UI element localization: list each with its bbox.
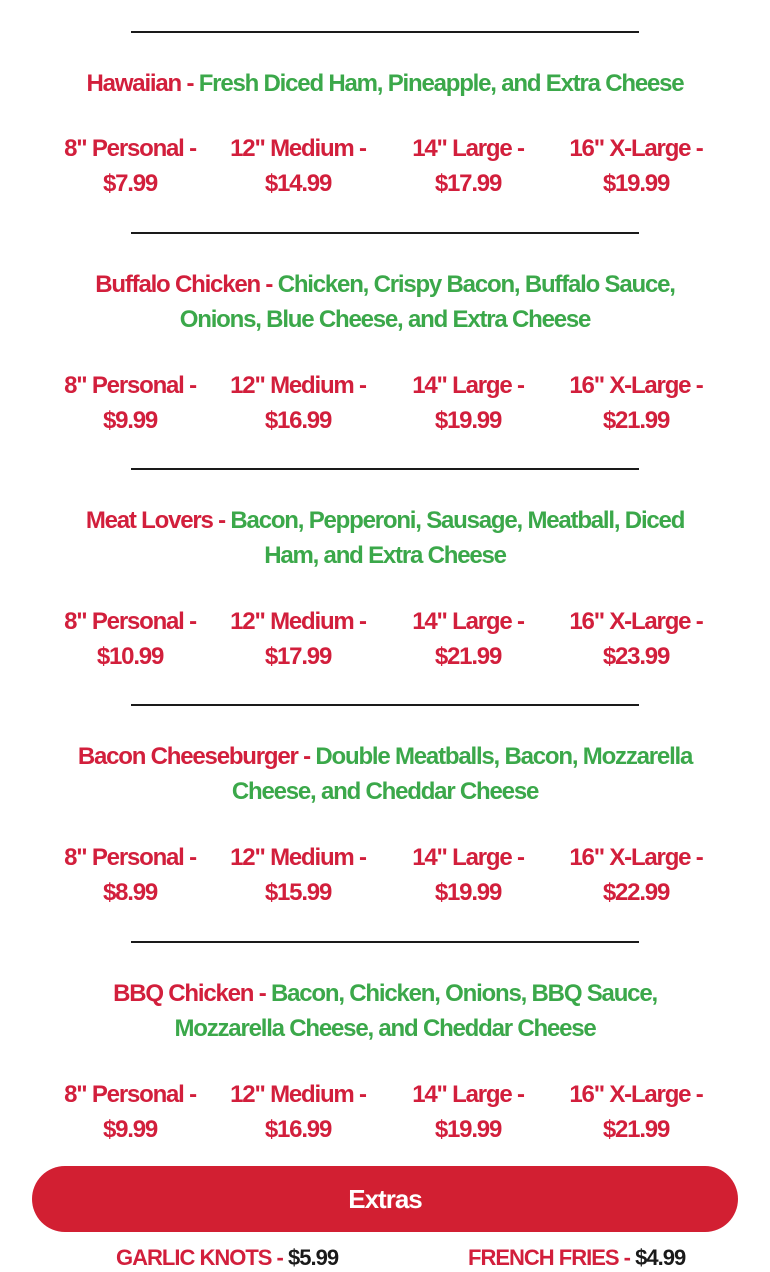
- pizza-title-buffalo-chicken: [60, 267, 710, 337]
- pizza-name: Hawaiian -: [86, 70, 199, 97]
- size-price: $23.99: [602, 643, 670, 670]
- size-price-personal: [50, 131, 210, 201]
- size-price-medium: [218, 840, 378, 910]
- size-price-large: [388, 604, 548, 674]
- size-label: 12" Medium -: [230, 608, 366, 635]
- size-price: $7.99: [102, 170, 158, 197]
- size-price-medium: [218, 368, 378, 438]
- size-label: 14" Large -: [412, 608, 524, 635]
- size-label: 8" Personal -: [64, 1081, 196, 1108]
- size-price-large: [388, 368, 548, 438]
- size-price: $16.99: [264, 407, 332, 434]
- size-price: $17.99: [264, 643, 332, 670]
- size-price: $21.99: [602, 407, 670, 434]
- section-divider: [131, 468, 639, 470]
- size-label: 8" Personal -: [64, 135, 196, 162]
- pizza-name: Bacon Cheeseburger -: [77, 743, 316, 770]
- size-label: 14" Large -: [412, 1081, 524, 1108]
- size-price: $22.99: [602, 879, 670, 906]
- size-label: 16" X-Large -: [569, 1081, 703, 1108]
- size-label: 16" X-Large -: [569, 372, 703, 399]
- size-price: $16.99: [264, 1116, 332, 1143]
- section-divider: [131, 232, 639, 234]
- size-price-xlarge: [556, 840, 716, 910]
- price-row-bacon-cheeseburger: [0, 840, 770, 912]
- size-price-personal: [50, 604, 210, 674]
- size-price-xlarge: [556, 368, 716, 438]
- section-divider: [131, 941, 639, 943]
- size-label: 12" Medium -: [230, 1081, 366, 1108]
- size-price: $19.99: [434, 879, 502, 906]
- size-label: 16" X-Large -: [569, 608, 703, 635]
- price-row-buffalo-chicken: [0, 368, 770, 440]
- pizza-title-hawaiian: [60, 66, 710, 101]
- size-price-xlarge: [556, 1077, 716, 1147]
- price-row-hawaiian: [0, 131, 770, 203]
- extras-item-garlic-knots: [116, 1244, 338, 1272]
- pizza-description: Bacon, Pepperoni, Sausage, Meatball, Diced Ham, and Extra Cheese: [230, 507, 685, 569]
- pizza-name: Buffalo Chicken -: [95, 271, 278, 298]
- size-price: $10.99: [96, 643, 164, 670]
- size-price: $19.99: [434, 1116, 502, 1143]
- pizza-description: Chicken, Crispy Bacon, Buffalo Sauce, Onions, Blue Cheese, and Extra Cheese: [179, 271, 675, 333]
- section-divider: [131, 704, 639, 706]
- pizza-title-meat-lovers: [60, 503, 710, 573]
- price-row-meat-lovers: [0, 604, 770, 676]
- size-label: 16" X-Large -: [569, 135, 703, 162]
- size-price: $14.99: [264, 170, 332, 197]
- pizza-title-bbq-chicken: [60, 976, 710, 1046]
- size-label: 12" Medium -: [230, 844, 366, 871]
- pizza-description: Fresh Diced Ham, Pineapple, and Extra Cheese: [198, 70, 684, 97]
- size-label: 14" Large -: [412, 372, 524, 399]
- size-price: $17.99: [434, 170, 502, 197]
- price-row-bbq-chicken: [0, 1077, 770, 1149]
- size-price: $9.99: [102, 1116, 158, 1143]
- size-price-personal: [50, 368, 210, 438]
- size-price: $15.99: [264, 879, 332, 906]
- size-price-medium: [218, 1077, 378, 1147]
- extras-item-name: GARLIC KNOTS -: [116, 1245, 288, 1270]
- extras-item-price: $4.99: [635, 1245, 686, 1270]
- size-label: 8" Personal -: [64, 844, 196, 871]
- section-divider: [131, 31, 639, 33]
- size-label: 8" Personal -: [64, 608, 196, 635]
- size-price-large: [388, 131, 548, 201]
- size-label: 12" Medium -: [230, 135, 366, 162]
- size-label: 14" Large -: [412, 844, 524, 871]
- pizza-name: Meat Lovers -: [85, 507, 231, 534]
- size-price-medium: [218, 131, 378, 201]
- size-price: $21.99: [602, 1116, 670, 1143]
- extras-item-french-fries: [468, 1244, 685, 1272]
- size-price-xlarge: [556, 131, 716, 201]
- extras-item-price: $5.99: [288, 1245, 339, 1270]
- size-label: 8" Personal -: [64, 372, 196, 399]
- size-label: 12" Medium -: [230, 372, 366, 399]
- size-price: $8.99: [102, 879, 158, 906]
- size-price-personal: [50, 840, 210, 910]
- pizza-title-bacon-cheeseburger: [60, 739, 710, 809]
- size-price: $19.99: [602, 170, 670, 197]
- size-label: 16" X-Large -: [569, 844, 703, 871]
- size-price: $9.99: [102, 407, 158, 434]
- size-price: $19.99: [434, 407, 502, 434]
- size-label: 14" Large -: [412, 135, 524, 162]
- pizza-description: Double Meatballs, Bacon, Mozzarella Cheese, and Cheddar Cheese: [231, 743, 693, 805]
- size-price-personal: [50, 1077, 210, 1147]
- size-price-xlarge: [556, 604, 716, 674]
- size-price: $21.99: [434, 643, 502, 670]
- size-price-medium: [218, 604, 378, 674]
- size-price-large: [388, 1077, 548, 1147]
- extras-button[interactable]: Extras: [32, 1166, 738, 1232]
- size-price-large: [388, 840, 548, 910]
- extras-item-name: FRENCH FRIES -: [468, 1245, 636, 1270]
- pizza-name: BBQ Chicken -: [113, 980, 271, 1007]
- pizza-description: Bacon, Chicken, Onions, BBQ Sauce, Mozzarella Cheese, and Cheddar Cheese: [174, 980, 657, 1042]
